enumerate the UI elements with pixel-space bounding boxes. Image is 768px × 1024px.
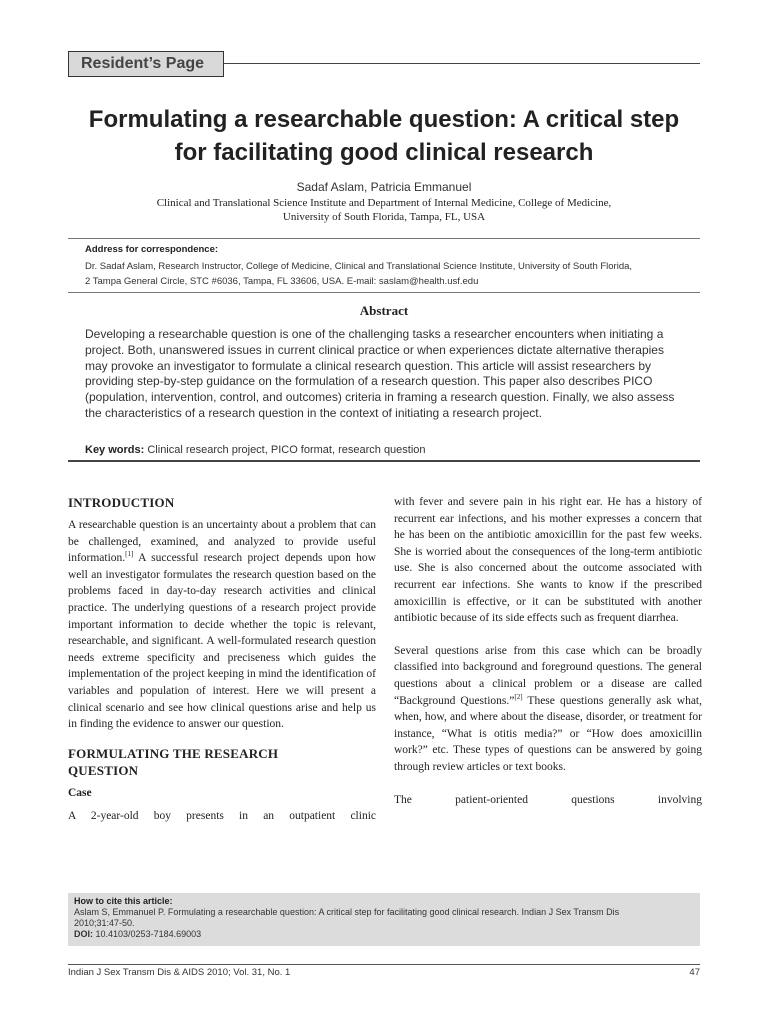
affiliation-line-2: University of South Florida, Tampa, FL, USA <box>282 211 486 223</box>
affiliation-line-1: Clinical and Translational Science Institute and Department of Internal Medicine, College of Medicine, <box>156 197 612 209</box>
citation-box <box>68 893 700 946</box>
reference-mark: [2] <box>514 692 523 701</box>
affiliation <box>68 196 700 224</box>
page-number: 47 <box>689 967 700 978</box>
correspondence-heading: Address for correspondence: <box>85 244 219 255</box>
title-line-1: Formulating a researchable question: A critical step <box>88 106 680 133</box>
abstract-bottom-rule <box>68 460 700 462</box>
doi-link[interactable]: 10.4103/0253-7184.69003 <box>95 929 202 939</box>
case-continuation-paragraph: with fever and severe pain in his right ear. He has a history of recurrent ear infections, and his mother expresses a concern that he has been on the antibiotic amoxicillin for the past few weeks. She is worried about the consequences of the long-term antibiotic use. She is also concerned about the outcome associated with recurrent ear infections. She wants to know if the prescribed amoxicillin is effective, or it can be substituted with another antibiotic because of its side effects such as frequent diarrhea. <box>394 496 702 625</box>
citation-text-line-1: Aslam S, Emmanuel P. Formulating a researchable question: A critical step for facilitating good clinical research. Indian J Sex Transm Dis <box>74 907 620 917</box>
doi-label: DOI: <box>74 929 93 939</box>
reference-mark: [1] <box>125 550 134 559</box>
divider <box>68 238 700 239</box>
footer-journal: Indian J Sex Transm Dis & AIDS 2010; Vol. 31, No. 1 <box>68 967 291 978</box>
patient-oriented-paragraph: The patient-oriented questions involving <box>394 793 702 806</box>
doi-line <box>74 929 694 940</box>
left-column <box>68 494 376 824</box>
formulating-heading: FORMULATING THE RESEARCH QUESTION <box>68 745 279 778</box>
case-paragraph: A 2-year-old boy presents in an outpatient clinic <box>68 809 376 822</box>
correspondence-line-1: Dr. Sadaf Aslam, Research Instructor, College of Medicine, Clinical and Translational Science Institute, University of South Florida, <box>85 261 633 272</box>
introduction-heading: INTRODUCTION <box>68 495 175 510</box>
correspondence-line-2: 2 Tampa General Circle, STC #6036, Tampa, FL 33606, USA. E-mail: saslam@health.usf.edu <box>85 276 479 287</box>
keywords-text: Clinical research project, PICO format, research question <box>147 444 426 456</box>
title-line-2: for facilitating good clinical research <box>174 139 594 166</box>
introduction-paragraph: A researchable question is an uncertainty about a problem that can be challenged, examined, and analyzed to provide useful information.[1] A successful research project depends upon how well an investigator formulates the research question based on the problems faced in day-to-day research activities and clinical practice. The underlying questions of a research project provide important information to decide whether the topic is relevant, researchable, and significant. A well-formulated research question needs extreme specificity and preciseness which guides the implementation of the project keeping in mind the identification of variables and population of interest. Here we will present a clinical scenario and see how clinical questions arise and help us in finding the evidence to answer our question. <box>68 519 376 731</box>
right-column <box>394 494 702 808</box>
abstract-text: Developing a researchable question is one of the challenging tasks a researcher encounters when initiating a project. Both, unanswered issues in current clinical practice or when experiences dictate alternative therapies may provoke an investigator to formulate a clinical research question. This article will assist researchers by providing step-by-step guidance on the formulation of a research question. This paper also describes PICO (population, intervention, control, and outcomes) criteria in framing a research question. Finally, we also assess the characteristics of a research question in the context of initiating a research project. <box>85 327 675 420</box>
footer-rule <box>68 964 700 965</box>
background-questions-paragraph: Several questions arise from this case which can be broadly classified into background and foreground questions. The general questions about a clinical problem or a disease are called “Background Questions.”[2] These questions generally ask what, when, how, and where about the disease, disorder, or treatment for instance, “What is otitis media?” or “How does amoxicillin work?” etc. These types of questions can be answered by going through review articles or text books. <box>394 644 702 773</box>
divider <box>68 292 700 293</box>
citation-label: How to cite this article: <box>74 896 173 906</box>
authors: Sadaf Aslam, Patricia Emmanuel <box>296 180 472 194</box>
section-header-rule <box>224 63 700 64</box>
keywords <box>85 444 426 456</box>
citation-text-line-2: 2010;31:47-50. <box>74 918 135 928</box>
article-title <box>68 103 700 169</box>
keywords-label: Key words: <box>85 444 145 456</box>
abstract-heading: Abstract <box>359 303 409 318</box>
case-heading: Case <box>68 786 92 799</box>
section-label: Resident’s Page <box>68 51 224 77</box>
